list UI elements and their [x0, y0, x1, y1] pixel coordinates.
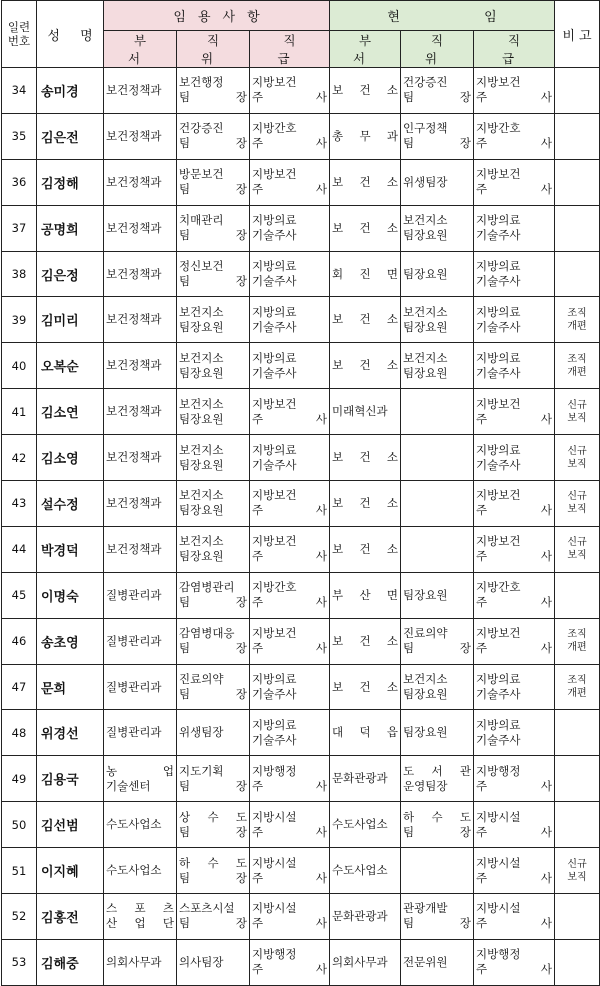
- row-current-position: 하 수 도 팀 장: [401, 802, 474, 848]
- row-note: [555, 756, 600, 802]
- row-appoint-dept: 의회사무과: [104, 939, 177, 985]
- header-current: 현 임: [330, 1, 555, 31]
- row-current-grade: 지방의료 기술주사: [474, 664, 555, 710]
- row-name: 송초영: [37, 618, 104, 664]
- row-current-grade: 지방의료 기술주사: [474, 251, 555, 297]
- table-row: [2, 664, 600, 710]
- row-appoint-dept: 보건정책과: [104, 526, 177, 572]
- row-current-grade: 지방행정 주 사: [474, 756, 555, 802]
- row-name: 위경선: [37, 710, 104, 756]
- row-appoint-dept: 질병관리과: [104, 618, 177, 664]
- row-note: 조직 개편: [555, 664, 600, 710]
- row-appoint-dept: 보건정책과: [104, 205, 177, 251]
- row-appoint-grade: 지방간호 주 사: [250, 113, 330, 159]
- row-appoint-position: 상 수 도 팀 장: [177, 802, 250, 848]
- row-appoint-dept: 수도사업소: [104, 802, 177, 848]
- row-name: 문희: [37, 664, 104, 710]
- row-appoint-position: 보건지소 팀장요원: [177, 435, 250, 481]
- row-appoint-position: 보건지소 팀장요원: [177, 389, 250, 435]
- row-serial-no: 53: [2, 939, 37, 985]
- row-note: [555, 113, 600, 159]
- row-current-dept: 의회사무과: [330, 939, 401, 985]
- row-note: [555, 802, 600, 848]
- row-name: 이명숙: [37, 572, 104, 618]
- row-current-grade: 지방의료 기술주사: [474, 297, 555, 343]
- row-current-grade: 지방의료 기술주사: [474, 710, 555, 756]
- row-appoint-grade: 지방의료 기술주사: [250, 664, 330, 710]
- row-appoint-dept: 보건정책과: [104, 297, 177, 343]
- row-serial-no: 45: [2, 572, 37, 618]
- row-name: 김용국: [37, 756, 104, 802]
- row-current-grade: 지방행정 주 사: [474, 939, 555, 985]
- row-current-position: [401, 389, 474, 435]
- row-appoint-dept: 보건정책과: [104, 68, 177, 114]
- row-current-dept: 보 건 소: [330, 481, 401, 527]
- header-current-grade: 직 급: [474, 31, 555, 68]
- row-current-position: 전문위원: [401, 939, 474, 985]
- row-appoint-position: 진료의약 팀 장: [177, 664, 250, 710]
- row-current-grade: 지방의료 기술주사: [474, 205, 555, 251]
- row-name: 김선범: [37, 802, 104, 848]
- row-serial-no: 51: [2, 848, 37, 894]
- row-current-dept: 수도사업소: [330, 802, 401, 848]
- table-row: [2, 572, 600, 618]
- row-current-grade: 지방시설 주 사: [474, 894, 555, 940]
- row-appoint-grade: 지방시설 주 사: [250, 894, 330, 940]
- row-current-position: [401, 526, 474, 572]
- row-appoint-grade: 지방보건 주 사: [250, 159, 330, 205]
- row-current-dept: 보 건 소: [330, 159, 401, 205]
- row-current-grade: 지방의료 기술주사: [474, 343, 555, 389]
- row-current-dept: 보 건 소: [330, 343, 401, 389]
- row-serial-no: 46: [2, 618, 37, 664]
- row-current-position: 보건지소 팀장요원: [401, 205, 474, 251]
- row-appoint-grade: 지방의료 기술주사: [250, 710, 330, 756]
- row-current-position: 팀장요원: [401, 710, 474, 756]
- table-body: [2, 68, 600, 986]
- row-current-dept: 문화관광과: [330, 894, 401, 940]
- header-appointment: 임용사항: [104, 1, 330, 31]
- row-current-dept: 총 무 과: [330, 113, 401, 159]
- row-appoint-position: 보건지소 팀장요원: [177, 297, 250, 343]
- row-current-grade: 지방보건 주 사: [474, 618, 555, 664]
- row-appoint-dept: 보건정책과: [104, 251, 177, 297]
- row-current-dept: 부 산 면: [330, 572, 401, 618]
- row-current-position: [401, 848, 474, 894]
- row-appoint-position: 건강증진 팀 장: [177, 113, 250, 159]
- row-appoint-grade: 지방의료 기술주사: [250, 205, 330, 251]
- row-note: 신규 보직: [555, 526, 600, 572]
- row-appoint-grade: 지방의료 기술주사: [250, 297, 330, 343]
- table-row: [2, 113, 600, 159]
- row-current-position: [401, 481, 474, 527]
- row-serial-no: 37: [2, 205, 37, 251]
- row-note: [555, 894, 600, 940]
- row-note: [555, 572, 600, 618]
- row-serial-no: 38: [2, 251, 37, 297]
- row-current-position: 보건지소 팀장요원: [401, 343, 474, 389]
- row-current-position: 보건지소 팀장요원: [401, 297, 474, 343]
- row-appoint-dept: 보건정책과: [104, 113, 177, 159]
- row-name: 김정해: [37, 159, 104, 205]
- row-current-grade: 지방의료 기술주사: [474, 435, 555, 481]
- header-appoint-grade: 직 급: [250, 31, 330, 68]
- row-current-grade: 지방보건 주 사: [474, 526, 555, 572]
- row-note: 신규 보직: [555, 435, 600, 481]
- row-appoint-grade: 지방보건 주 사: [250, 389, 330, 435]
- row-note: 조직 개편: [555, 618, 600, 664]
- row-appoint-position: 정신보건 팀 장: [177, 251, 250, 297]
- row-current-grade: 지방간호 주 사: [474, 572, 555, 618]
- row-appoint-dept: 보건정책과: [104, 389, 177, 435]
- row-note: 신규 보직: [555, 389, 600, 435]
- row-serial-no: 49: [2, 756, 37, 802]
- row-appoint-grade: 지방보건 주 사: [250, 618, 330, 664]
- row-appoint-grade: 지방의료 기술주사: [250, 251, 330, 297]
- row-serial-no: 36: [2, 159, 37, 205]
- table-row: [2, 618, 600, 664]
- row-appoint-position: 보건지소 팀장요원: [177, 343, 250, 389]
- table-row: [2, 389, 600, 435]
- row-current-position: 보건지소 팀장요원: [401, 664, 474, 710]
- table-row: [2, 297, 600, 343]
- row-current-position: 팀장요원: [401, 572, 474, 618]
- row-serial-no: 50: [2, 802, 37, 848]
- row-note: 신규 보직: [555, 848, 600, 894]
- row-serial-no: 41: [2, 389, 37, 435]
- row-appoint-grade: 지방보건 주 사: [250, 481, 330, 527]
- row-name: 이지혜: [37, 848, 104, 894]
- row-appoint-position: 의사팀장: [177, 939, 250, 985]
- row-name: 공명희: [37, 205, 104, 251]
- row-current-grade: 지방시설 주 사: [474, 802, 555, 848]
- row-appoint-dept: 질병관리과: [104, 710, 177, 756]
- row-current-dept: 문화관광과: [330, 756, 401, 802]
- row-appoint-dept: 보건정책과: [104, 481, 177, 527]
- row-name: 김소연: [37, 389, 104, 435]
- row-note: [555, 251, 600, 297]
- row-current-grade: 지방시설 주 사: [474, 848, 555, 894]
- row-appoint-grade: 지방간호 주 사: [250, 572, 330, 618]
- row-current-dept: 회 진 면: [330, 251, 401, 297]
- row-appoint-dept: 질병관리과: [104, 572, 177, 618]
- row-current-grade: 지방보건 주 사: [474, 389, 555, 435]
- row-serial-no: 42: [2, 435, 37, 481]
- row-current-dept: 보 건 소: [330, 205, 401, 251]
- table-row: [2, 481, 600, 527]
- header-name: 성 명: [37, 1, 104, 68]
- table-row: [2, 159, 600, 205]
- row-note: [555, 205, 600, 251]
- row-current-position: 건강증진 팀 장: [401, 68, 474, 114]
- table-row: [2, 848, 600, 894]
- header-note: 비고: [555, 1, 600, 68]
- row-appoint-dept: 수도사업소: [104, 848, 177, 894]
- table-row: [2, 802, 600, 848]
- row-name: 김홍전: [37, 894, 104, 940]
- row-appoint-grade: 지방행정 주 사: [250, 939, 330, 985]
- table-row: [2, 756, 600, 802]
- row-appoint-grade: 지방보건 주 사: [250, 68, 330, 114]
- row-current-grade: 지방보건 주 사: [474, 68, 555, 114]
- row-serial-no: 43: [2, 481, 37, 527]
- row-appoint-position: 보건지소 팀장요원: [177, 526, 250, 572]
- row-note: [555, 68, 600, 114]
- row-current-dept: 미래혁신과: [330, 389, 401, 435]
- row-appoint-dept: 질병관리과: [104, 664, 177, 710]
- table-row: [2, 205, 600, 251]
- table-row: [2, 251, 600, 297]
- row-current-position: 진료의약 팀 장: [401, 618, 474, 664]
- row-current-position: 관광개발 팀 장: [401, 894, 474, 940]
- row-current-dept: 보 건 소: [330, 68, 401, 114]
- row-current-position: [401, 435, 474, 481]
- row-name: 김소영: [37, 435, 104, 481]
- row-appoint-grade: 지방의료 기술주사: [250, 435, 330, 481]
- personnel-table: [1, 0, 600, 986]
- row-serial-no: 48: [2, 710, 37, 756]
- row-serial-no: 52: [2, 894, 37, 940]
- row-name: 김해중: [37, 939, 104, 985]
- row-appoint-dept: 보건정책과: [104, 343, 177, 389]
- table-row: [2, 894, 600, 940]
- row-current-dept: 대 덕 읍: [330, 710, 401, 756]
- row-current-position: 팀장요원: [401, 251, 474, 297]
- row-appoint-position: 보건행정 팀 장: [177, 68, 250, 114]
- row-current-grade: 지방보건 주 사: [474, 481, 555, 527]
- row-appoint-grade: 지방시설 주 사: [250, 802, 330, 848]
- row-appoint-grade: 지방보건 주 사: [250, 526, 330, 572]
- row-appoint-position: 지도기획 팀 장: [177, 756, 250, 802]
- table-row: [2, 710, 600, 756]
- row-note: [555, 939, 600, 985]
- row-name: 김미리: [37, 297, 104, 343]
- table-row: [2, 68, 600, 114]
- row-appoint-position: 감염병관리 팀 장: [177, 572, 250, 618]
- row-serial-no: 39: [2, 297, 37, 343]
- row-serial-no: 34: [2, 68, 37, 114]
- row-serial-no: 40: [2, 343, 37, 389]
- table-row: [2, 435, 600, 481]
- row-appoint-position: 치매관리 팀 장: [177, 205, 250, 251]
- row-name: 설수정: [37, 481, 104, 527]
- header-appoint-dept: 부 서: [104, 31, 177, 68]
- row-appoint-dept: 보건정책과: [104, 159, 177, 205]
- row-serial-no: 35: [2, 113, 37, 159]
- row-current-dept: 보 건 소: [330, 664, 401, 710]
- row-note: [555, 710, 600, 756]
- header-serial-no: 일련 번호: [2, 1, 37, 68]
- row-current-dept: 보 건 소: [330, 526, 401, 572]
- row-appoint-position: 스포츠시설 팀 장: [177, 894, 250, 940]
- row-appoint-grade: 지방의료 기술주사: [250, 343, 330, 389]
- table-row: [2, 343, 600, 389]
- row-current-position: 도 서 관 운영팀장: [401, 756, 474, 802]
- row-appoint-dept: 농 업 기술센터: [104, 756, 177, 802]
- row-current-position: 인구정책 팀 장: [401, 113, 474, 159]
- row-serial-no: 44: [2, 526, 37, 572]
- row-appoint-grade: 지방시설 주 사: [250, 848, 330, 894]
- row-appoint-position: 방문보건 팀 장: [177, 159, 250, 205]
- row-current-position: 위생팀장: [401, 159, 474, 205]
- row-current-grade: 지방보건 주 사: [474, 159, 555, 205]
- row-name: 오복순: [37, 343, 104, 389]
- header-current-position: 직 위: [401, 31, 474, 68]
- row-name: 김은정: [37, 251, 104, 297]
- row-name: 송미경: [37, 68, 104, 114]
- row-serial-no: 47: [2, 664, 37, 710]
- table-row: [2, 526, 600, 572]
- row-note: [555, 159, 600, 205]
- row-appoint-position: 감염병대응 팀 장: [177, 618, 250, 664]
- row-current-dept: 보 건 소: [330, 297, 401, 343]
- row-name: 김은전: [37, 113, 104, 159]
- row-current-dept: 보 건 소: [330, 435, 401, 481]
- row-appoint-dept: 보건정책과: [104, 435, 177, 481]
- row-appoint-position: 위생팀장: [177, 710, 250, 756]
- row-note: 조직 개편: [555, 297, 600, 343]
- row-current-grade: 지방간호 주 사: [474, 113, 555, 159]
- row-note: 조직 개편: [555, 343, 600, 389]
- row-appoint-position: 하 수 도 팀 장: [177, 848, 250, 894]
- row-name: 박경덕: [37, 526, 104, 572]
- row-appoint-grade: 지방행정 주 사: [250, 756, 330, 802]
- table-row: [2, 939, 600, 985]
- row-note: 신규 보직: [555, 481, 600, 527]
- header-current-dept: 부 서: [330, 31, 401, 68]
- row-appoint-position: 보건지소 팀장요원: [177, 481, 250, 527]
- row-appoint-dept: 스 포 츠 산 업 단: [104, 894, 177, 940]
- row-current-dept: 보 건 소: [330, 618, 401, 664]
- row-current-dept: 수도사업소: [330, 848, 401, 894]
- header-appoint-position: 직 위: [177, 31, 250, 68]
